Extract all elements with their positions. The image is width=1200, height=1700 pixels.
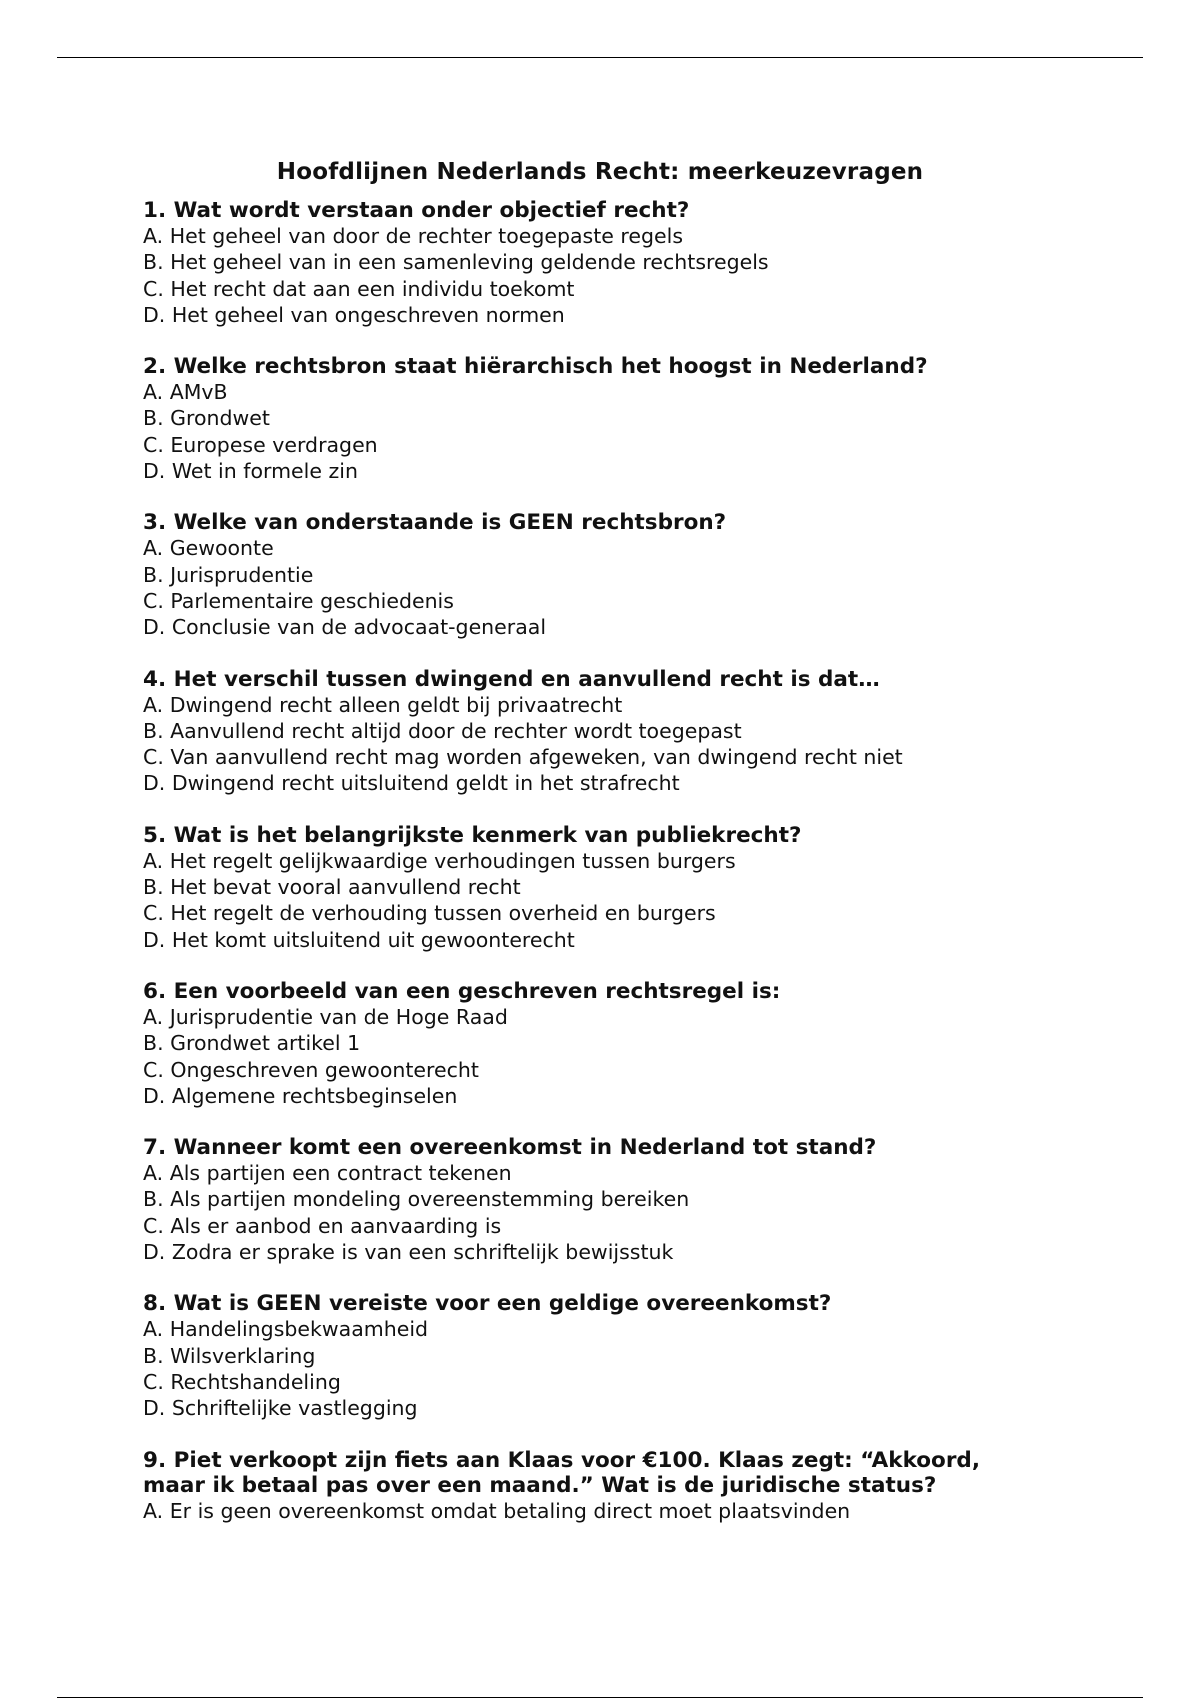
question-7 [143,1135,1143,1265]
answer-option-a: A. Handelingsbekwaamheid [143,1317,429,1342]
page-title: Hoofdlijnen Nederlands Recht: meerkeuzevragen [276,159,924,186]
answer-option-c: C. Het recht dat aan een individu toekomt [143,276,575,301]
question-list [143,198,1143,1550]
question-title: 1. Wat wordt verstaan onder objectief recht? [143,198,690,223]
answer-option-c: C. Ongeschreven gewoonterecht [143,1057,479,1082]
question-8 [143,1291,1143,1421]
answer-option-d: D. Zodra er sprake is van een schriftelijk bewijsstuk [143,1240,674,1265]
question-title: 9. Piet verkoopt zijn fiets aan Klaas voor €100. Klaas zegt: “Akkoord, maar ik betaal pas over een maand.” Wat is de juridische status? [143,1447,980,1498]
answer-option-b: B. Wilsverklaring [143,1343,316,1368]
question-title: 4. Het verschil tussen dwingend en aanvullend recht is dat… [143,666,880,692]
answer-option-d: D. Schriftelijke vastlegging [143,1396,418,1421]
answer-option-d: D. Dwingend recht uitsluitend geldt in het strafrecht [143,771,680,796]
question-title: 3. Welke van onderstaande is GEEN rechtsbron? [143,510,727,536]
answer-option-b: B. Het bevat vooral aanvullend recht [143,875,521,900]
answer-option-d: D. Wet in formele zin [143,459,358,484]
top-divider [57,57,1143,58]
question-3 [143,510,1143,640]
answer-option-c: C. Van aanvullend recht mag worden afgeweken, van dwingend recht niet [143,745,903,770]
answer-option-a: A. Het regelt gelijkwaardige verhoudingen tussen burgers [143,848,736,873]
answer-option-a: A. Gewoonte [143,536,274,561]
answer-option-c: C. Europese verdragen [143,432,378,457]
answer-option-a: A. Er is geen overeenkomst omdat betaling direct moet plaatsvinden [143,1498,851,1523]
answer-option-a: A. AMvB [143,380,228,405]
question-6 [143,979,1143,1109]
answer-option-c: C. Parlementaire geschiedenis [143,588,454,613]
question-5 [143,823,1143,953]
question-title: 2. Welke rechtsbron staat hiërarchisch het hoogst in Nederland? [143,354,928,380]
bottom-divider [57,1697,1143,1698]
question-title: 7. Wanneer komt een overeenkomst in Nederland tot stand? [143,1135,877,1161]
answer-option-b: B. Grondwet artikel 1 [143,1031,361,1056]
question-1 [143,198,1143,328]
answer-option-d: D. Conclusie van de advocaat-generaal [143,615,547,640]
question-title: 8. Wat is GEEN vereiste voor een geldige overeenkomst? [143,1291,832,1317]
answer-option-a: A. Als partijen een contract tekenen [143,1161,512,1186]
answer-option-d: D. Het geheel van ongeschreven normen [143,302,565,327]
answer-option-a: A. Het geheel van door de rechter toegepaste regels [143,224,683,248]
answer-option-d: D. Algemene rechtsbeginselen [143,1083,458,1108]
answer-option-b: B. Het geheel van in een samenleving geldende rechtsregels [143,250,769,275]
answer-option-a: A. Dwingend recht alleen geldt bij privaatrecht [143,692,623,717]
answer-option-c: C. Het regelt de verhouding tussen overheid en burgers [143,901,716,926]
question-title: 5. Wat is het belangrijkste kenmerk van publiekrecht? [143,822,802,848]
answer-option-b: B. Als partijen mondeling overeenstemming bereiken [143,1187,690,1212]
answer-option-d: D. Het komt uitsluitend uit gewoonterecht [143,927,575,952]
question-title: 6. Een voorbeeld van een geschreven rechtsregel is: [143,978,781,1004]
question-4 [143,667,1143,797]
answer-option-c: C. Rechtshandeling [143,1369,341,1394]
answer-option-c: C. Als er aanbod en aanvaarding is [143,1213,502,1238]
answer-option-b: B. Jurisprudentie [143,562,314,587]
answer-option-b: B. Aanvullend recht altijd door de rechter wordt toegepast [143,718,742,743]
answer-option-a: A. Jurisprudentie van de Hoge Raad [143,1004,508,1029]
answer-option-b: B. Grondwet [143,406,270,431]
question-9 [143,1448,1143,1524]
question-2 [143,354,1143,484]
